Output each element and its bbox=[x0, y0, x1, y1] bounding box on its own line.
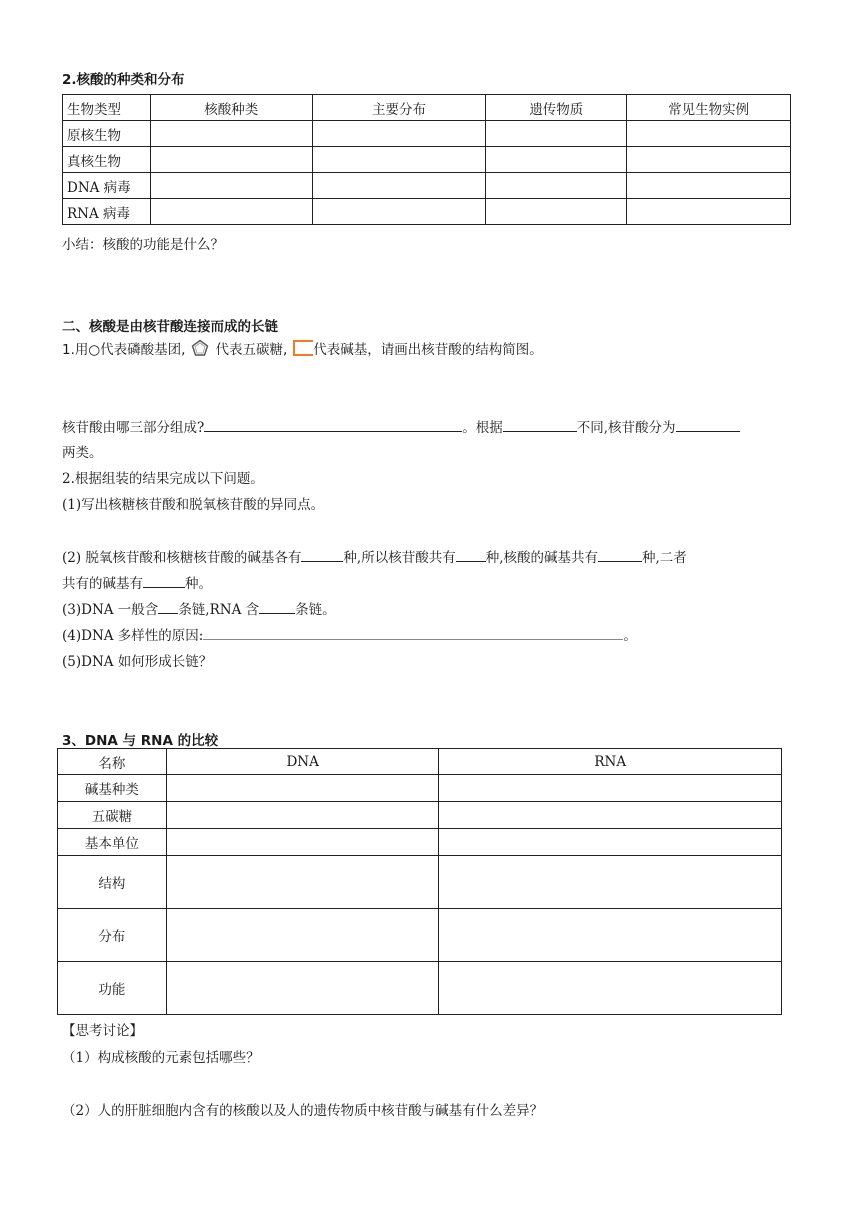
table-row bbox=[58, 856, 782, 909]
answer-blank[interactable] bbox=[503, 417, 577, 432]
answer-cell[interactable] bbox=[486, 173, 627, 199]
answer-cell[interactable] bbox=[627, 199, 791, 225]
answer-cell[interactable] bbox=[150, 147, 312, 173]
question-2-1: (1)写出核糖核苷酸和脱氧核苷酸的异同点。 bbox=[62, 497, 325, 513]
fill-text: 种,所以核苷酸共有 bbox=[343, 550, 456, 566]
row-label: 分布 bbox=[58, 909, 167, 962]
table-row bbox=[63, 121, 791, 147]
answer-cell[interactable] bbox=[166, 802, 439, 829]
answer-cell[interactable] bbox=[627, 121, 791, 147]
table-row bbox=[58, 775, 782, 802]
section-title: 3、DNA 与 RNA 的比较 bbox=[62, 733, 219, 749]
fill-text: (2) 脱氧核苷酸和核糖核苷酸的碱基各有 bbox=[62, 550, 302, 566]
answer-cell[interactable] bbox=[312, 199, 486, 225]
discussion-title: 【思考讨论】 bbox=[62, 1023, 143, 1039]
row-label: 碱基种类 bbox=[58, 775, 167, 802]
q1-suffix: ，请画出核苷酸的结构简图。 bbox=[367, 342, 543, 358]
q1-pentose: 代表五碳糖, bbox=[215, 342, 288, 358]
q1-base: 代表碱基 bbox=[313, 342, 368, 358]
answer-blank[interactable] bbox=[676, 417, 740, 432]
question-2-2-cont bbox=[62, 572, 212, 592]
question-2-5: (5)DNA 如何形成长链？ bbox=[62, 654, 213, 670]
fill-text: 条链。 bbox=[295, 602, 336, 618]
question-2-3 bbox=[62, 598, 336, 618]
answer-cell[interactable] bbox=[439, 856, 782, 909]
answer-cell[interactable] bbox=[439, 775, 782, 802]
header-cell: 主要分布 bbox=[312, 95, 486, 121]
fill-text: 种,核酸的碱基共有 bbox=[485, 550, 599, 566]
answer-cell[interactable] bbox=[627, 147, 791, 173]
fill-line-1 bbox=[62, 416, 740, 436]
answer-cell[interactable] bbox=[166, 775, 439, 802]
fill-text: 。根据 bbox=[462, 420, 503, 436]
answer-blank[interactable] bbox=[203, 625, 623, 640]
answer-cell[interactable] bbox=[486, 121, 627, 147]
fill-text: 种。 bbox=[185, 576, 212, 592]
answer-cell[interactable] bbox=[486, 199, 627, 225]
part-title: 二、核酸是由核苷酸连接而成的长链 bbox=[62, 319, 278, 335]
table-row bbox=[63, 173, 791, 199]
fill-text: 种,二者 bbox=[642, 550, 687, 566]
answer-blank[interactable] bbox=[158, 599, 178, 614]
answer-cell[interactable] bbox=[166, 829, 439, 856]
table-header-row bbox=[58, 749, 782, 775]
answer-cell[interactable] bbox=[439, 802, 782, 829]
table-row bbox=[63, 199, 791, 225]
answer-cell[interactable] bbox=[150, 173, 312, 199]
answer-cell[interactable] bbox=[486, 147, 627, 173]
table-row bbox=[58, 909, 782, 962]
fill-text: (3)DNA 一般含 bbox=[62, 602, 159, 618]
section-title: 2.核酸的种类和分布 bbox=[62, 72, 185, 88]
fill-line-1-cont: 两类。 bbox=[62, 445, 103, 461]
row-label: RNA 病毒 bbox=[63, 199, 151, 225]
answer-blank[interactable] bbox=[301, 547, 343, 562]
row-label: 结构 bbox=[58, 856, 167, 909]
fill-text: (4)DNA 多样性的原因: bbox=[62, 628, 204, 644]
fill-text: 。 bbox=[623, 628, 637, 644]
header-cell: 核酸种类 bbox=[150, 95, 312, 121]
answer-blank[interactable] bbox=[143, 573, 185, 588]
question-2: 2.根据组装的结果完成以下问题。 bbox=[62, 471, 264, 487]
answer-blank[interactable] bbox=[204, 417, 462, 432]
base-rectangle-icon bbox=[293, 340, 313, 356]
question-2-2 bbox=[62, 546, 687, 566]
nucleic-acid-distribution-table bbox=[62, 94, 791, 225]
answer-cell[interactable] bbox=[627, 173, 791, 199]
summary-question: 小结：核酸的功能是什么？ bbox=[62, 237, 224, 253]
pentagon-icon bbox=[191, 339, 209, 361]
table-row bbox=[63, 147, 791, 173]
answer-blank[interactable] bbox=[598, 547, 642, 562]
row-label: 五碳糖 bbox=[58, 802, 167, 829]
q1-prefix: 1.用○代表磷酸基团, bbox=[62, 342, 186, 358]
row-label: DNA 病毒 bbox=[63, 173, 151, 199]
fill-text: 共有的碱基有 bbox=[62, 576, 143, 592]
table-row bbox=[58, 829, 782, 856]
answer-cell[interactable] bbox=[166, 962, 439, 1015]
answer-blank[interactable] bbox=[259, 599, 295, 614]
table-header-row bbox=[63, 95, 791, 121]
answer-cell[interactable] bbox=[312, 173, 486, 199]
answer-cell[interactable] bbox=[439, 829, 782, 856]
header-cell: 遗传物质 bbox=[486, 95, 627, 121]
header-cell: 名称 bbox=[58, 749, 167, 775]
table-row bbox=[58, 802, 782, 829]
fill-text: 核苷酸由哪三部分组成? bbox=[62, 420, 205, 436]
header-cell: 生物类型 bbox=[63, 95, 151, 121]
answer-cell[interactable] bbox=[439, 909, 782, 962]
header-cell: DNA bbox=[166, 749, 439, 775]
row-label: 功能 bbox=[58, 962, 167, 1015]
fill-text: 条链,RNA 含 bbox=[178, 602, 260, 618]
row-label: 真核生物 bbox=[63, 147, 151, 173]
row-label: 基本单位 bbox=[58, 829, 167, 856]
header-cell: 常见生物实例 bbox=[627, 95, 791, 121]
header-cell: RNA bbox=[439, 749, 782, 775]
fill-text: 不同,核苷酸分为 bbox=[576, 420, 676, 436]
discussion-question-1: （1）构成核酸的元素包括哪些？ bbox=[62, 1050, 260, 1066]
dna-rna-comparison-table bbox=[57, 748, 782, 1015]
answer-cell[interactable] bbox=[439, 962, 782, 1015]
answer-cell[interactable] bbox=[312, 121, 486, 147]
table-row bbox=[58, 962, 782, 1015]
answer-cell[interactable] bbox=[312, 147, 486, 173]
answer-cell[interactable] bbox=[150, 121, 312, 147]
answer-blank[interactable] bbox=[456, 547, 486, 562]
row-label: 原核生物 bbox=[63, 121, 151, 147]
answer-cell[interactable] bbox=[150, 199, 312, 225]
question-2-4 bbox=[62, 624, 637, 644]
discussion-question-2: （2）人的肝脏细胞内含有的核酸以及人的遗传物质中核苷酸与碱基有什么差异？ bbox=[62, 1103, 544, 1119]
answer-cell[interactable] bbox=[166, 856, 439, 909]
answer-cell[interactable] bbox=[166, 909, 439, 962]
question-1 bbox=[62, 338, 543, 361]
